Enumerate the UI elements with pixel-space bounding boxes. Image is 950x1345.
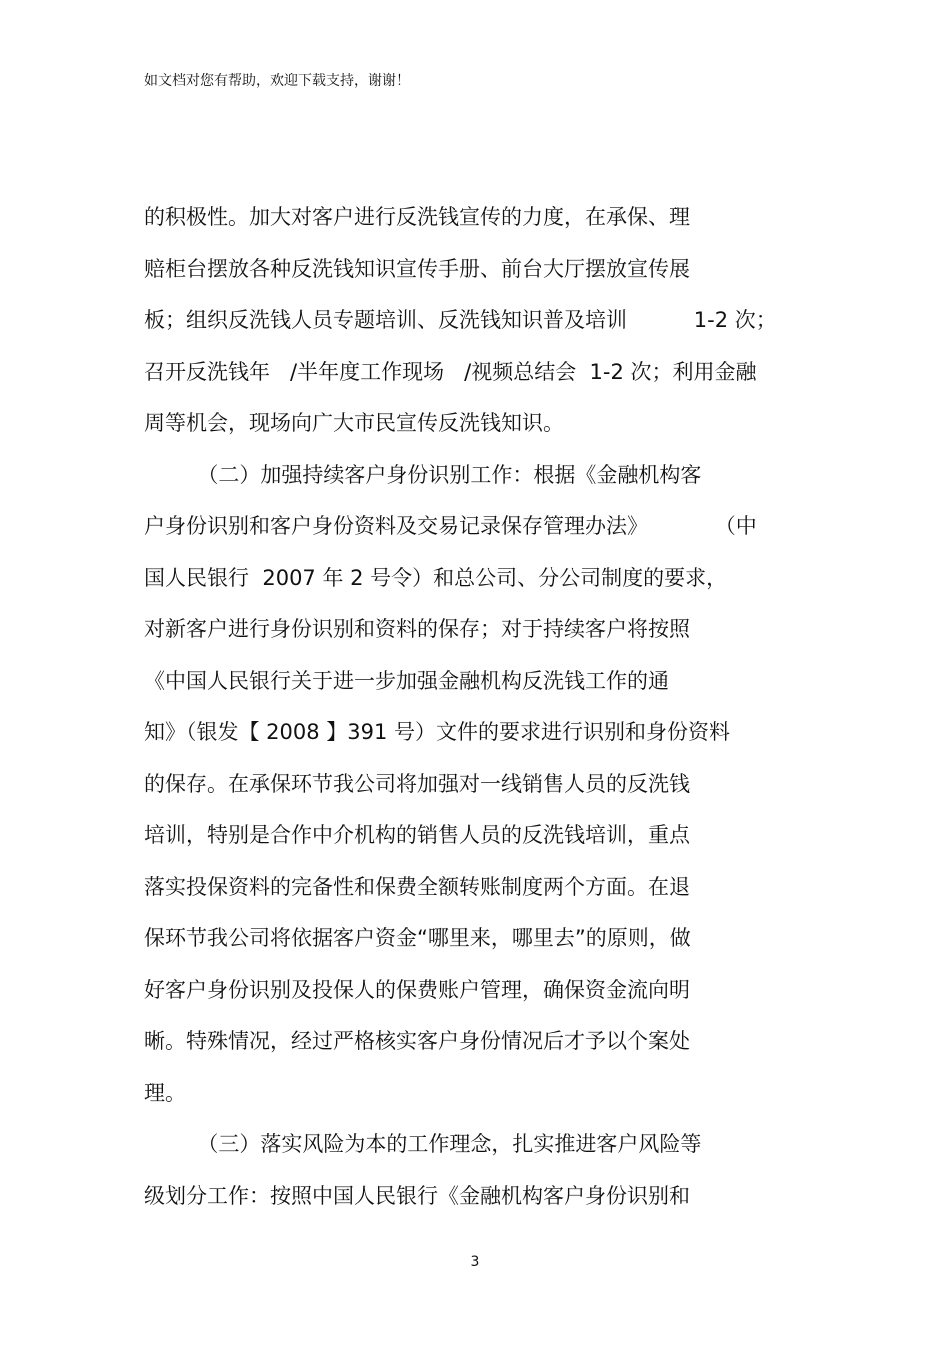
text-line: 户身份识别和客户身份资料及交易记录保存管理办法》 （中 [144,514,757,538]
text-line: 赔柜台摆放各种反洗钱知识宣传手册、前台大厅摆放宣传展 [144,256,690,281]
document-body [144,195,824,1225]
text-line: 《中国人民银行关于进一步加强金融机构反洗钱工作的通 [144,668,669,693]
page-number: 3 [470,1254,480,1270]
header-note: 如文档对您有帮助，欢迎下载支持，谢谢！ [144,73,410,89]
text-line: 保环节我公司将依据客户资金“哪里来，哪里去”的原则，做 [144,926,691,950]
text-line: 好客户身份识别及投保人的保费账户管理，确保资金流向明 [144,977,690,1002]
text-line: 落实投保资料的完备性和保费全额转账制度两个方面。在退 [144,874,690,899]
text-line: 知》（银发【 2008 】391 号）文件的要求进行识别和身份资料 [144,720,731,744]
text-line: 召开反洗钱年 /半年度工作现场 /视频总结会 1-2 次；利用金融 [144,359,757,384]
text-line: 培训，特别是合作中介机构的销售人员的反洗钱培训，重点 [144,823,690,847]
text-line: 板；组织反洗钱人员专题培训、反洗钱知识普及培训 1-2 次； [144,308,777,332]
text-line: 理。 [144,1080,186,1105]
text-line: 的保存。在承保环节我公司将加强对一线销售人员的反洗钱 [144,771,690,796]
text-line: 的积极性。加大对客户进行反洗钱宣传的力度，在承保、理 [144,205,690,229]
text-line: （二）加强持续客户身份识别工作：根据《金融机构客 [144,462,702,487]
text-line: 对新客户进行身份识别和资料的保存；对于持续客户将按照 [144,617,690,641]
text-line: 国人民银行 2007 年 2 号令）和总公司、分公司制度的要求， [144,565,728,590]
text-line: 周等机会，现场向广大市民宣传反洗钱知识。 [144,411,564,435]
text-line: 晰。特殊情况，经过严格核实客户身份情况后才予以个案处 [144,1029,690,1053]
text-line: （三）落实风险为本的工作理念，扎实推进客户风险等 [144,1132,702,1156]
text-line: 级划分工作：按照中国人民银行《金融机构客户身份识别和 [144,1183,690,1208]
